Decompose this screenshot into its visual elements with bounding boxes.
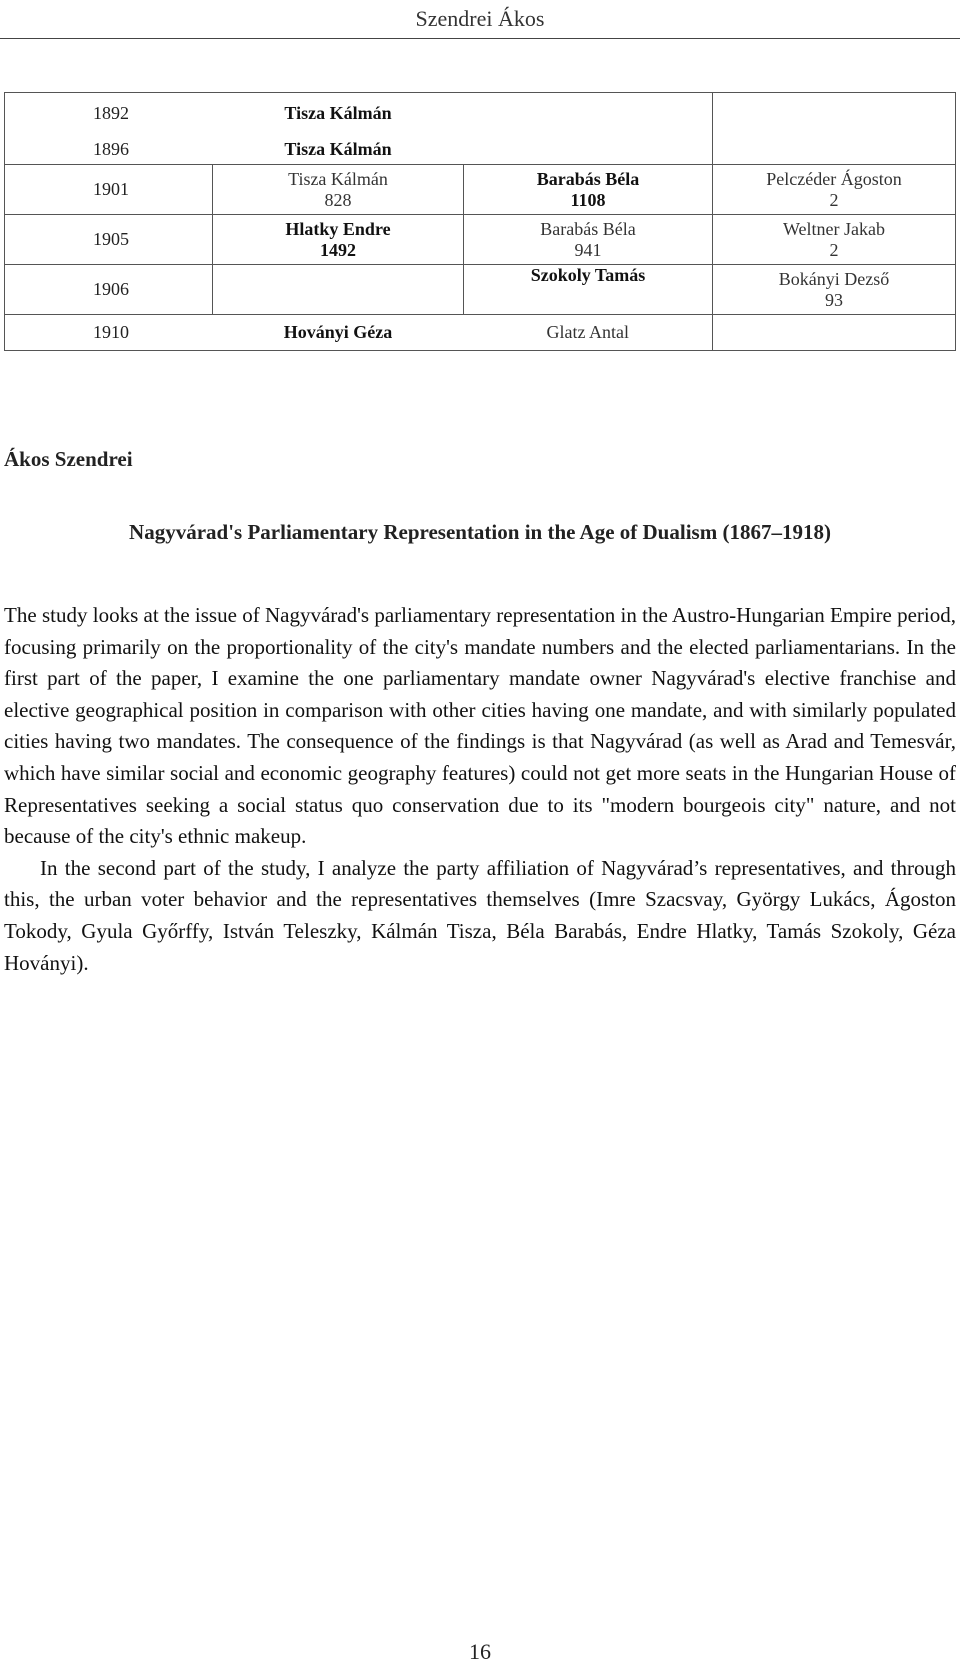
table-row [5,315,956,351]
candidate-name: Tisza Kálmán [288,168,388,189]
candidate-cell-a [213,135,464,165]
vote-count: 2 [829,239,839,260]
table-row [5,135,956,165]
election-results-table [4,92,956,351]
candidate-cell-a [213,265,464,315]
candidate-cell-b [464,215,713,265]
year-label: 1901 [93,179,129,199]
year-label: 1892 [93,103,129,124]
running-header: Szendrei Ákos [0,0,960,39]
table-row [5,93,956,135]
year-label: 1905 [93,229,129,249]
candidate-name: Tisza Kálmán [284,138,392,159]
abstract-paragraph-1: The study looks at the issue of Nagyvárad's parliamentary representation in the Austro-Hungarian Empire period, focusing primarily on the proportionality of the city's mandate numbers and the elected parliamentarians. In the first part of the paper, I examine the one parliamentary mandate owner Nagyvárad's elective franchise and elective geographical position in comparison with other cities having one mandate, and with similarly populated cities having two mandates. The consequence of the findings is that Nagyvárad (as well as Arad and Temesvár, which have similar social and economic geography features) could not get more seats in the Hungarian House of Representatives seeking a social status quo conservation due to its "modern bourgeois city" nature, and not because of the city's ethnic makeup. [4,603,956,849]
candidate-name: Weltner Jakab [782,218,885,239]
year-label: 1906 [93,279,129,299]
table-row [5,215,956,265]
year-cell [5,165,213,215]
year-cell [5,315,213,351]
candidate-name: Bokányi Dezső [778,268,890,289]
year-cell [5,93,213,135]
vote-count: 93 [825,289,843,310]
table-row [5,165,956,215]
year-cell [5,265,213,315]
candidate-cell-a [213,215,464,265]
candidate-cell-b [464,165,713,215]
candidate-name: Hoványi Géza [283,322,393,342]
candidate-name: Barabás Béla [540,218,636,239]
candidate-cell-a [213,93,464,135]
year-cell [5,135,213,165]
page-number: 16 [469,1639,491,1664]
abstract-paragraph-2: In the second part of the study, I analyze the party affiliation of Nagyvárad’s representatives, and through this, the urban voter behavior and the representatives themselves (Imre Szacsvay, György Lukács, Ágoston Tokody, Gyula Győrffy, István Teleszky, Kálmán Tisza, Béla Barabás, Endre Hlatky, Tamás Szokoly, Géza Hoványi). [4,855,956,975]
abstract [4,600,956,979]
candidate-cell-c [713,315,956,351]
vote-count: 1492 [320,239,356,260]
author-name: Ákos Szendrei [4,447,133,471]
table-row [5,265,956,315]
candidate-name: Szokoly Tamás [530,265,646,285]
candidate-cell-b [464,93,713,135]
year-cell [5,215,213,265]
candidate-cell-c [713,135,956,165]
vote-count: 1108 [570,189,606,210]
candidate-cell-a [213,165,464,215]
candidate-name: Hlatky Endre [285,218,391,239]
candidate-name: Barabás Béla [536,168,640,189]
candidate-cell-c [713,215,956,265]
candidate-cell-b [464,265,713,315]
year-label: 1910 [93,322,129,342]
candidate-cell-b [464,315,713,351]
year-label: 1896 [93,138,129,159]
candidate-cell-b [464,135,713,165]
candidate-cell-a [213,315,464,351]
candidate-cell-c [713,265,956,315]
vote-count: 2 [829,189,839,210]
candidate-name: Tisza Kálmán [284,103,392,124]
candidate-name: Glatz Antal [546,322,629,342]
vote-count: 828 [324,189,352,210]
candidate-cell-c [713,165,956,215]
candidate-cell-c [713,93,956,135]
candidate-name: Pelczéder Ágoston [766,168,902,189]
paper-title: Nagyvárad's Parliamentary Representation in the Age of Dualism (1867–1918) [129,520,831,544]
vote-count: 941 [574,239,602,260]
